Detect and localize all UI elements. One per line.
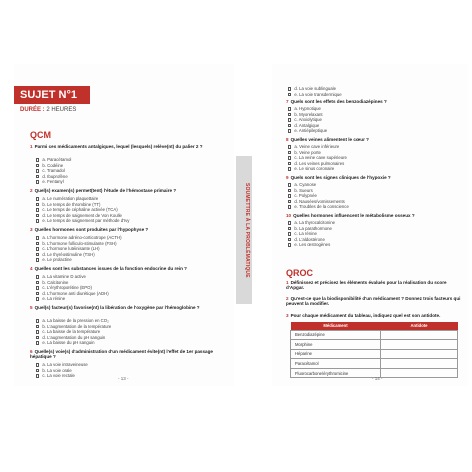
checkbox[interactable] — [288, 162, 291, 165]
question-text: Parmi ces médicaments antalgiques, lequel (lesquels) relève(nt) du palier 2 ? — [34, 144, 203, 149]
option-item — [36, 324, 111, 329]
option-item — [288, 182, 316, 187]
option-label: a. La baisse de la pression en CO₂ — [42, 318, 109, 323]
question — [286, 99, 466, 104]
option-item — [36, 213, 122, 218]
checkbox[interactable] — [36, 253, 39, 256]
option-label: a. Cyanose — [294, 182, 317, 187]
question-text: Définissez et précisez les éléments évalués pour la réalisation du score d'Apgar. — [286, 280, 447, 291]
option-item — [36, 218, 129, 223]
checkbox[interactable] — [36, 180, 39, 183]
question-number: 1 — [30, 144, 33, 149]
checkbox[interactable] — [288, 200, 291, 203]
checkbox[interactable] — [36, 336, 39, 339]
option-label: c. Le temps de céphaline activée (TCA) — [42, 207, 118, 212]
question-text: Quels sont les effets des benzodiazépines ? — [290, 99, 387, 104]
option-label: d. Antalgique — [294, 122, 320, 128]
option-label: b. Codéine — [42, 162, 64, 168]
option-item — [36, 241, 117, 246]
option-label: d. Le thyréostimuline (TSH) — [42, 251, 95, 257]
table-header-antidote: Antidote — [381, 322, 458, 330]
option-label: b. La voie orale — [42, 367, 72, 373]
table-cell-medicament: Héparine — [291, 349, 381, 359]
table-cell-medicament: Morphine — [291, 340, 381, 350]
checkbox[interactable] — [36, 374, 39, 377]
sujet-banner: SUJET N°1 — [14, 86, 90, 104]
option-label: b. Sueurs — [294, 187, 313, 193]
option-item — [288, 161, 344, 166]
option-label: a. La voie intraveineuse — [42, 362, 88, 367]
question — [286, 313, 466, 318]
option-label: d. L'aldostérone — [294, 236, 325, 242]
option-label: d. Les veines pulmonaires — [294, 160, 345, 166]
checkbox[interactable] — [288, 232, 291, 235]
checkbox[interactable] — [36, 203, 39, 206]
checkbox[interactable] — [288, 145, 291, 148]
option-item — [36, 373, 75, 378]
question — [286, 137, 466, 142]
checkbox[interactable] — [36, 330, 39, 333]
option-item — [288, 144, 339, 149]
option-item — [36, 163, 63, 168]
checkbox[interactable] — [36, 169, 39, 172]
option-label: b. Myorelaxant — [294, 111, 323, 117]
option-label: b. La parathormone — [294, 225, 332, 231]
checkbox[interactable] — [36, 275, 39, 278]
checkbox[interactable] — [36, 164, 39, 167]
option-label: c. La baisse de la température — [42, 329, 101, 334]
question-number: 5 — [30, 305, 33, 310]
checkbox[interactable] — [288, 107, 291, 110]
option-label: b. Le temps de thrombine (TT) — [42, 201, 101, 207]
checkbox[interactable] — [288, 93, 291, 96]
checkbox[interactable] — [36, 242, 39, 245]
checkbox[interactable] — [36, 286, 39, 289]
table-row — [291, 340, 458, 350]
question — [286, 213, 466, 218]
duree-label: DURÉE : — [20, 107, 45, 113]
option-label: a. Hypnotique — [294, 106, 321, 111]
option-item — [288, 193, 317, 198]
option-item — [36, 168, 65, 173]
checkbox[interactable] — [36, 369, 39, 372]
question-number: 6 — [30, 349, 33, 354]
option-item — [36, 340, 94, 345]
option-item — [36, 291, 109, 296]
option-item — [288, 112, 323, 117]
option-label: e. Antiépileptique — [294, 128, 328, 133]
question-number: 2 — [30, 188, 33, 193]
question-number: 7 — [286, 99, 289, 104]
option-label: e. Le prolactine — [42, 257, 72, 262]
option-item — [36, 157, 71, 162]
question — [30, 349, 226, 360]
option-label: e. Fentanyl — [42, 179, 64, 184]
option-item — [36, 257, 72, 262]
question-text: Quelles hormones sont produites par l'hypophyse ? — [34, 227, 149, 232]
table-cell-medicament: Fluorocarbone/érythromicine — [291, 368, 381, 378]
table-cell-medicament: Paracétamol — [291, 359, 381, 369]
table-cell-antidote[interactable] — [381, 368, 458, 378]
checkbox[interactable] — [36, 363, 39, 366]
checkbox[interactable] — [36, 297, 39, 300]
option-label: e. Les œstrogènes — [294, 242, 331, 247]
table-row — [291, 359, 458, 369]
section-qroc: QROC — [286, 268, 313, 278]
question-text: Pour chaque médicament du tableau, indiquez quel est son antidote. — [290, 313, 441, 318]
checkbox[interactable] — [36, 214, 39, 217]
duree-line — [14, 105, 90, 115]
option-item — [36, 280, 68, 285]
option-label: e. La baisse du pH sanguin — [42, 340, 95, 345]
option-label: e. Le sinus coronaire — [294, 166, 335, 171]
checkbox[interactable] — [36, 319, 39, 322]
option-label: b. Veine porte — [294, 149, 321, 155]
option-label: e. Troubles de la conscience — [294, 204, 349, 209]
question-number: 1 — [286, 280, 289, 285]
option-item — [288, 117, 322, 122]
question — [286, 296, 466, 307]
checkbox[interactable] — [288, 118, 291, 121]
option-item — [36, 252, 95, 257]
option-label: e. La rénine — [42, 296, 66, 301]
antidote-table — [290, 322, 458, 378]
option-label: e. La voie transdermique — [294, 91, 342, 97]
option-item — [288, 237, 325, 242]
checkbox[interactable] — [288, 227, 291, 230]
checkbox[interactable] — [288, 183, 291, 186]
option-label: d. Ibuprofène — [42, 173, 68, 179]
option-item — [288, 199, 345, 204]
checkbox[interactable] — [36, 258, 39, 261]
checkbox[interactable] — [288, 129, 291, 132]
checkbox[interactable] — [36, 341, 39, 344]
option-item — [288, 123, 319, 128]
table-cell-antidote[interactable] — [381, 340, 458, 350]
question — [30, 227, 226, 232]
option-item — [36, 207, 118, 212]
table-header-row — [291, 322, 458, 330]
checkbox[interactable] — [288, 156, 291, 159]
option-item — [36, 235, 122, 240]
checkbox[interactable] — [288, 113, 291, 116]
question-number: 3 — [30, 227, 33, 232]
checkbox[interactable] — [288, 167, 291, 170]
checkbox[interactable] — [288, 87, 291, 90]
question-number: 8 — [286, 137, 289, 142]
checkbox[interactable] — [36, 175, 39, 178]
option-label: c. L'hormone lutéinisante (LH) — [42, 246, 100, 251]
checkbox[interactable] — [36, 197, 39, 200]
option-label: d. L'augmentation du pH sanguin — [42, 334, 106, 340]
option-label: c. La voie rectale — [42, 373, 75, 378]
checkbox[interactable] — [288, 243, 291, 246]
option-label: b. Calcitonine — [42, 279, 69, 285]
option-label: c. L'érythropoïétine (EPO) — [42, 285, 92, 290]
question-text: Quelle(s) voie(s) d'administration d'un médicament évite(nt) l'effet de 1er passage hépatique ? — [30, 349, 213, 360]
question-number: 2 — [286, 296, 289, 301]
option-item — [36, 368, 72, 373]
spine-text: SOUMETTRE À LA PROBLÉMATIQUE — [244, 182, 250, 278]
option-label: a. Veine cave inférieure — [294, 144, 340, 149]
option-item — [288, 166, 334, 171]
option-item — [288, 204, 349, 209]
question — [286, 175, 466, 180]
option-label: a. Paracétamol — [42, 157, 72, 162]
table-cell-medicament: Benzodiazépine — [291, 330, 381, 340]
duree-value: 2 HEURES — [46, 107, 77, 113]
option-label: d. L'hormone anti diurétique (ADH) — [42, 290, 109, 296]
checkbox[interactable] — [36, 219, 39, 222]
checkbox[interactable] — [288, 205, 291, 208]
option-item — [288, 150, 321, 155]
question — [286, 280, 466, 291]
option-label: e. Le temps de saignement par méthode d'Ivy — [42, 218, 130, 223]
question-text: Qu'est-ce que la biodisponibilité d'un médicament ? Donnez trois facteurs qui peuvent la modifier. — [286, 296, 461, 307]
question-text: Quel(s) facteur(s) favorise(nt) la libération de l'oxygène par l'hémoglobine ? — [34, 305, 200, 310]
option-item — [36, 329, 100, 334]
option-label: d. Le temps de saignement de Von Koulle — [42, 212, 122, 218]
option-item — [288, 128, 327, 133]
option-label: a. L'hormone adréno-corticotrope (ACTH) — [42, 235, 122, 240]
option-label: b. L'hormone folliculo-stimulante (FSH) — [42, 240, 117, 246]
option-label: c. La rénine — [294, 231, 317, 236]
question-text: Quelles veines alimentent le cœur ? — [290, 137, 369, 142]
table-cell-antidote[interactable] — [381, 359, 458, 369]
checkbox[interactable] — [36, 292, 39, 295]
option-item — [36, 335, 105, 340]
question — [30, 266, 226, 271]
question — [30, 144, 226, 149]
question-number: 9 — [286, 175, 289, 180]
question-text: Quelles sont les substances issues de la fonction endocrine du rein ? — [34, 266, 187, 271]
option-label: d. Nausées/vomissements — [294, 198, 345, 204]
section-qcm: QCM — [30, 130, 51, 140]
question-number: 10 — [286, 213, 292, 218]
checkbox[interactable] — [36, 281, 39, 284]
checkbox[interactable] — [288, 194, 291, 197]
checkbox[interactable] — [36, 236, 39, 239]
option-item — [288, 92, 342, 97]
option-item — [36, 196, 98, 201]
option-item — [288, 155, 347, 160]
question — [30, 188, 226, 193]
option-item — [36, 274, 86, 279]
question — [30, 305, 226, 310]
question-text: Quel(s) examen(s) permet(tent) l'étude de l'hémostase primaire ? — [34, 188, 177, 193]
checkbox[interactable] — [288, 151, 291, 154]
option-item — [36, 174, 68, 179]
option-item — [36, 202, 100, 207]
checkbox[interactable] — [288, 238, 291, 241]
checkbox[interactable] — [36, 208, 39, 211]
page-number-left: - 13 - — [118, 376, 129, 381]
checkbox[interactable] — [36, 247, 39, 250]
option-item — [288, 106, 321, 111]
checkbox[interactable] — [36, 158, 39, 161]
table-row — [291, 330, 458, 340]
table-cell-antidote[interactable] — [381, 349, 458, 359]
option-label: a. La vitamine D active — [42, 274, 86, 279]
option-item — [288, 86, 336, 91]
checkbox[interactable] — [288, 221, 291, 224]
page-number-right: - 14 - — [372, 376, 383, 381]
table-row — [291, 349, 458, 359]
question-text: Quels sont les signes cliniques de l'hypoxie ? — [290, 175, 391, 180]
checkbox[interactable] — [288, 189, 291, 192]
table-header-medicament: Médicament — [291, 322, 381, 330]
question-number: 3 — [286, 313, 289, 318]
option-item — [36, 318, 109, 323]
option-label: b. L'augmentation de la température — [42, 323, 112, 329]
option-label: a. Le numération plaquettaire — [42, 196, 99, 201]
option-item — [288, 226, 332, 231]
option-item — [36, 296, 65, 301]
option-label: c. Tramadol — [42, 168, 65, 173]
option-item — [36, 179, 64, 184]
option-label: c. Polypnée — [294, 193, 317, 198]
question-text: Quelles hormones influencent le métabolisme osseux ? — [293, 213, 415, 218]
option-item — [288, 231, 317, 236]
option-label: c. La veine cave supérieure — [294, 155, 347, 160]
question-number: 4 — [30, 266, 33, 271]
table-cell-antidote[interactable] — [381, 330, 458, 340]
option-label: d. La voie sublinguale — [294, 86, 336, 91]
option-item — [36, 285, 92, 290]
option-item — [288, 220, 335, 225]
option-item — [36, 246, 100, 251]
option-label: c. Anxiolytique — [294, 117, 322, 122]
option-item — [288, 188, 313, 193]
checkbox[interactable] — [36, 325, 39, 328]
option-item — [288, 242, 330, 247]
option-label: a. La thyrocalcitonine — [294, 220, 335, 225]
option-item — [36, 362, 88, 367]
checkbox[interactable] — [288, 124, 291, 127]
